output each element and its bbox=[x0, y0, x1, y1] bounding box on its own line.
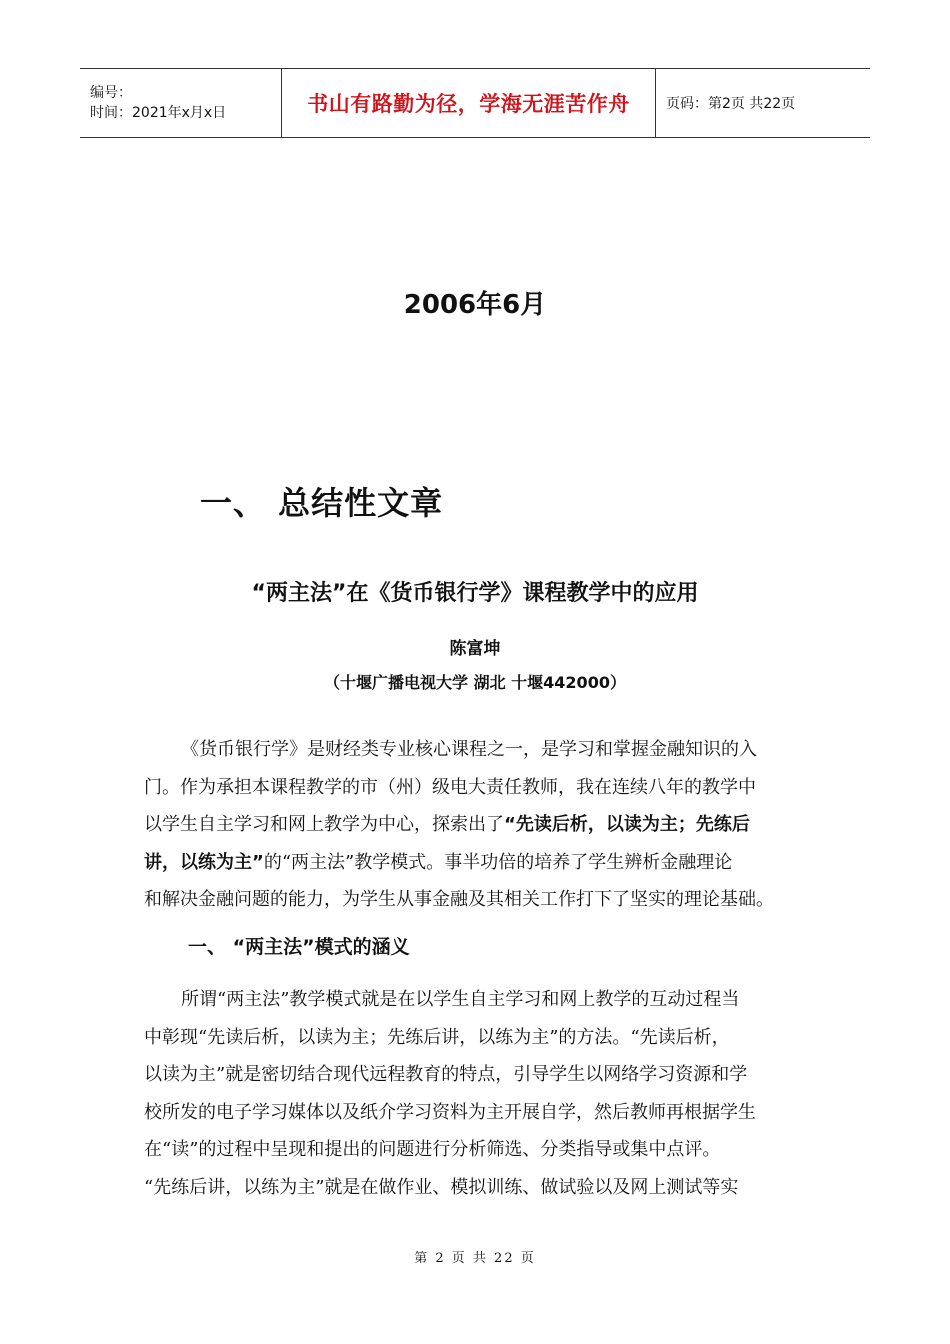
article-affiliation: （十堰广播电视大学 湖北 十堰442000） bbox=[324, 673, 626, 692]
paragraph-intro bbox=[144, 731, 810, 919]
paragraph-line: 和解决金融问题的能力，为学生从事金融及其相关工作打下了坚实的理论基础。 bbox=[144, 889, 774, 911]
paragraph-line bbox=[144, 806, 810, 844]
motto-text: 书山有路勤为径，学海无涯苦作舟 bbox=[307, 91, 630, 116]
page-info-text: 页码：第2页 共22页 bbox=[666, 96, 796, 112]
paragraph-line bbox=[144, 844, 810, 882]
section-title: 一、 总结性文章 bbox=[200, 484, 444, 522]
sub-heading: 一、 “两主法”模式的涵义 bbox=[188, 936, 410, 958]
paragraph-line: 门。作为承担本课程教学的市（州）级电大责任教师，我在连续八年的教学中 bbox=[144, 776, 756, 798]
paragraph-line: 中彰现“先读后析，以读为主；先练后讲，以练为主”的方法。“先读后析， bbox=[144, 1026, 730, 1048]
page-footer: 第 2 页 共 22 页 bbox=[414, 1251, 536, 1266]
article-author: 陈富坤 bbox=[449, 639, 501, 659]
article-title: “两主法”在《货币银行学》课程教学中的应用 bbox=[251, 581, 699, 606]
header-motto-cell bbox=[282, 69, 656, 137]
paragraph-line: 以读为主”就是密切结合现代远程教育的特点，引导学生以网络学习资源和学 bbox=[144, 1064, 748, 1086]
paragraph-text: 的“两主法”教学模式。事半功倍的培养了学生辨析金融理论 bbox=[263, 851, 733, 873]
paragraph-line: 校所发的电子学习媒体以及纸介学习资料为主开展自学，然后教师再根据学生 bbox=[144, 1101, 756, 1123]
header-page-info bbox=[656, 69, 870, 137]
header-meta bbox=[80, 69, 282, 137]
date-title: 2006年6月 bbox=[403, 290, 547, 320]
paragraph-definition bbox=[144, 981, 810, 1207]
page-header bbox=[80, 68, 870, 138]
paragraph-line: 《货币银行学》是财经类专业核心课程之一，是学习和掌握金融知识的入 bbox=[181, 739, 757, 760]
emphasis-text: 讲，以练为主” bbox=[144, 851, 264, 873]
paragraph-line: 在“读”的过程中呈现和提出的问题进行分析筛选、分类指导或集中点评。 bbox=[144, 1139, 721, 1161]
paragraph-line: 所谓“两主法”教学模式就是在以学生自主学习和网上教学的互动过程当 bbox=[181, 989, 740, 1010]
paragraph-line: “先练后讲，以练为主”就是在做作业、模拟训练、做试验以及网上测试等实 bbox=[144, 1176, 739, 1198]
paragraph-text: 以学生自主学习和网上教学为中心，探索出了 bbox=[144, 814, 504, 836]
number-label: 编号： bbox=[90, 85, 132, 101]
emphasis-text: “先读后析，以读为主；先练后 bbox=[504, 814, 750, 836]
time-label: 时间：2021年x月x日 bbox=[90, 105, 227, 121]
